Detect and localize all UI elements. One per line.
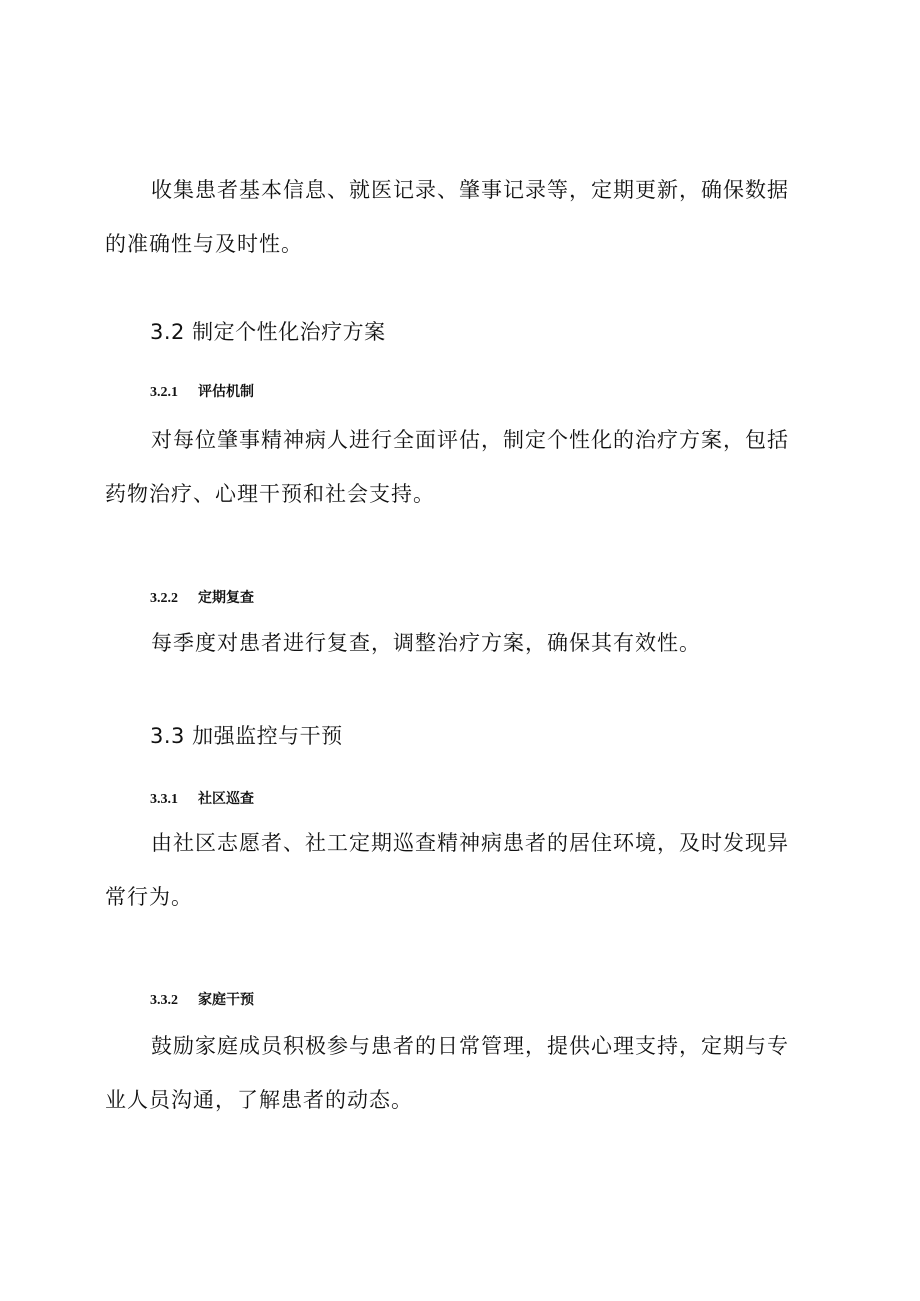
- subsection-number: 3.2.1: [150, 385, 178, 400]
- subsection-heading-3-3-2: [150, 990, 254, 1011]
- paragraph-family-intervention: 鼓励家庭成员积极参与患者的日常管理，提供心理支持，定期与专业人员沟通，了解患者的动态。: [105, 1034, 789, 1112]
- subsection-title: 定期复查: [198, 590, 254, 606]
- subsection-number: 3.2.2: [150, 591, 178, 606]
- paragraph-review: 每季度对患者进行复查，调整治疗方案，确保其有效性。: [151, 631, 701, 655]
- section-heading-3-3: [150, 722, 343, 750]
- subsection-number: 3.3.2: [150, 993, 178, 1008]
- subsection-heading-3-2-1: [150, 382, 254, 403]
- section-number: 3.3: [150, 724, 185, 748]
- subsection-heading-3-2-2: [150, 588, 254, 609]
- section-heading-3-2: [150, 318, 386, 346]
- subsection-title: 家庭干预: [198, 992, 254, 1008]
- paragraph-community-patrol: 由社区志愿者、社工定期巡查精神病患者的居住环境，及时发现异常行为。: [105, 831, 789, 909]
- paragraph-data-collection: 收集患者基本信息、就医记录、肇事记录等，定期更新，确保数据的准确性与及时性。: [105, 178, 789, 256]
- section-title: 加强监控与干预: [192, 724, 343, 748]
- subsection-title: 社区巡查: [198, 791, 254, 807]
- subsection-number: 3.3.1: [150, 792, 178, 807]
- section-number: 3.2: [150, 320, 185, 344]
- subsection-title: 评估机制: [198, 384, 254, 400]
- section-title: 制定个性化治疗方案: [192, 320, 386, 344]
- subsection-heading-3-3-1: [150, 789, 254, 810]
- paragraph-assessment: 对每位肇事精神病人进行全面评估，制定个性化的治疗方案，包括药物治疗、心理干预和社会支持。: [105, 428, 789, 506]
